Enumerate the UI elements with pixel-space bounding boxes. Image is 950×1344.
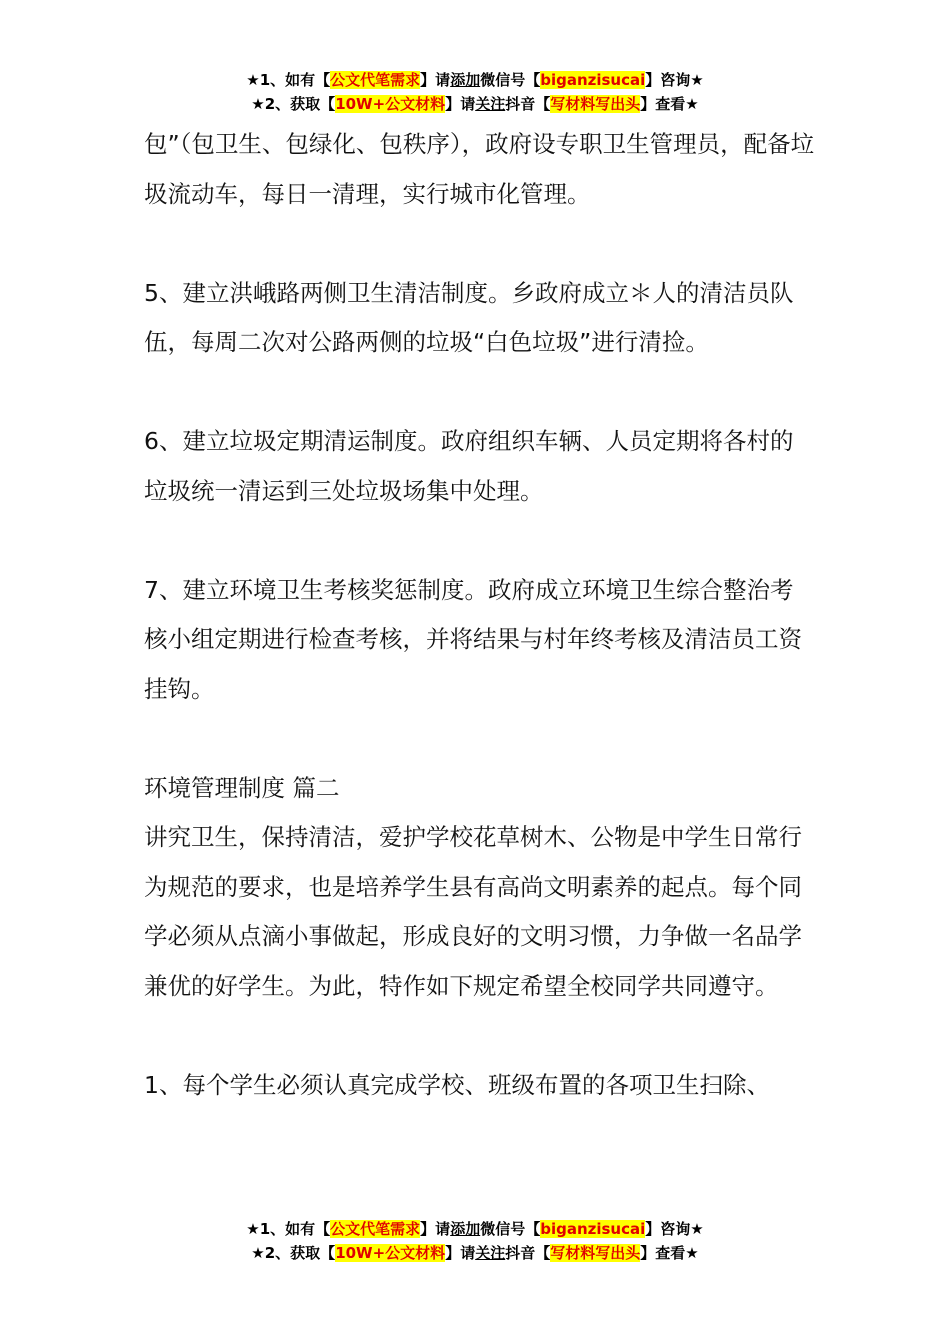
banner-text: 】查看★ — [640, 95, 699, 113]
underlined-text: 关注 — [475, 95, 506, 113]
banner-text: 微信号【 — [480, 1220, 541, 1238]
underlined-text: 关注 — [475, 1244, 506, 1262]
banner-text: 抖音【 — [505, 95, 551, 113]
highlight-materials: 10W+公文材料 — [335, 95, 446, 113]
list-item-1: 1、每个学生必须认真完成学校、班级布置的各项卫生扫除、 — [144, 1070, 770, 1099]
banner-text: ★1、如有【 — [246, 1220, 331, 1238]
banner-text: 】请 — [445, 95, 476, 113]
banner-text: ★2、获取【 — [251, 95, 336, 113]
banner-text: ★2、获取【 — [251, 1244, 336, 1262]
highlight-douyin-id: 写材料写出头 — [550, 1244, 641, 1262]
banner-text: 】咨询★ — [645, 1220, 704, 1238]
banner-text: 】请 — [420, 1220, 451, 1238]
paragraph-continued: 包”（包卫生、包绿化、包秩序），政府设专职卫生管理员，配备垃圾流动车，每日一清理，实行城市化管理。 — [144, 130, 815, 208]
banner-text: 】请 — [420, 71, 451, 89]
highlight-service: 公文代笔需求 — [330, 71, 421, 89]
banner-line-1 — [0, 1217, 950, 1241]
list-item-7: 7、建立环境卫生考核奖惩制度。政府成立环境卫生综合整治考核小组定期进行检查考核，并将结果与村年终考核及清洁员工资挂钩。 — [144, 575, 802, 703]
banner-text: 】咨询★ — [645, 71, 704, 89]
list-item-5: 5、建立洪峨路两侧卫生清洁制度。乡政府成立＊人的清洁员队伍，每周二次对公路两侧的垃圾“白色垃圾”进行清捡。 — [144, 278, 794, 356]
section-title: 环境管理制度 篇二 — [144, 773, 340, 802]
highlight-douyin-id: 写材料写出头 — [550, 95, 641, 113]
highlight-wechat-id: biganzisucai — [540, 1220, 646, 1238]
banner-text: 微信号【 — [480, 71, 541, 89]
list-item-6: 6、建立垃圾定期清运制度。政府组织车辆、人员定期将各村的垃圾统一清运到三处垃圾场集中处理。 — [144, 427, 794, 505]
banner-line-2 — [0, 92, 950, 116]
highlight-wechat-id: biganzisucai — [540, 71, 646, 89]
highlight-materials: 10W+公文材料 — [335, 1244, 446, 1262]
header-banner — [0, 68, 950, 116]
underlined-text: 添加 — [450, 1220, 481, 1238]
document-body — [144, 120, 816, 1110]
banner-text: ★1、如有【 — [246, 71, 331, 89]
highlight-service: 公文代笔需求 — [330, 1220, 421, 1238]
section-intro: 讲究卫生，保持清洁，爱护学校花草树木、公物是中学生日常行为规范的要求，也是培养学生县有高尚文明素养的起点。每个同学必须从点滴小事做起，形成良好的文明习惯，力争做一名品学兼优的好学生。为此，特作如下规定希望全校同学共同遵守。 — [144, 823, 802, 1000]
banner-text: 】查看★ — [640, 1244, 699, 1262]
banner-line-2 — [0, 1241, 950, 1265]
underlined-text: 添加 — [450, 71, 481, 89]
banner-text: 抖音【 — [505, 1244, 551, 1262]
banner-text: 】请 — [445, 1244, 476, 1262]
banner-line-1 — [0, 68, 950, 92]
footer-banner — [0, 1217, 950, 1265]
